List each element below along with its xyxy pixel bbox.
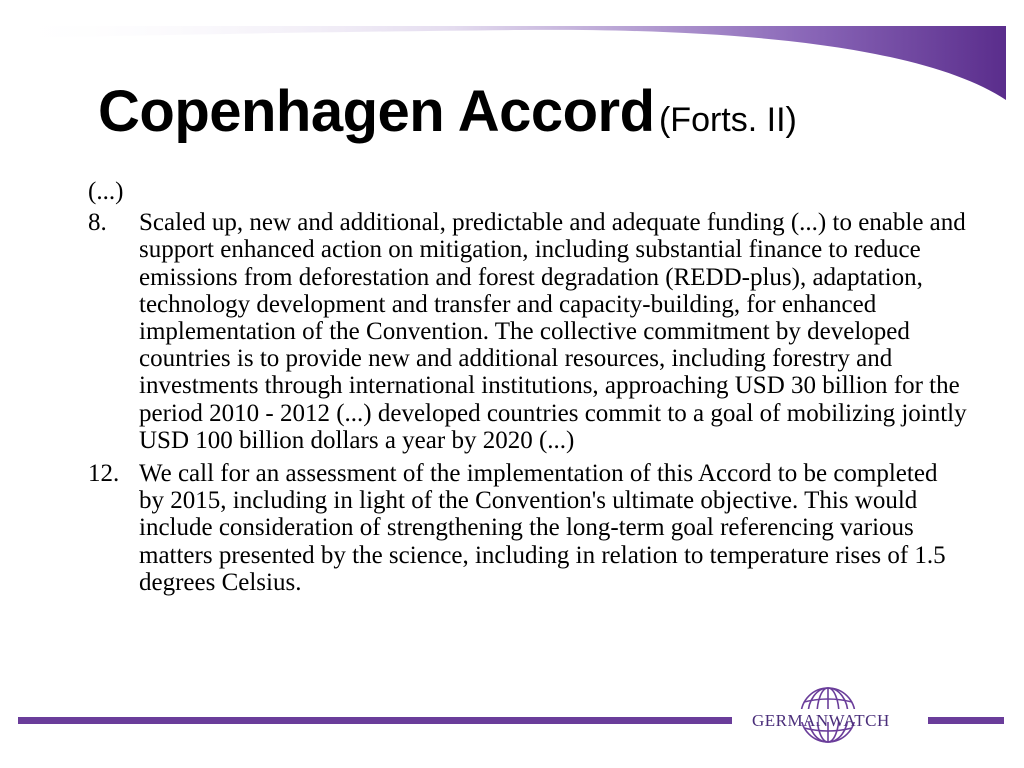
item-number: 8. bbox=[88, 209, 107, 237]
footer-line-right bbox=[928, 717, 1004, 724]
title-main: Copenhagen Accord bbox=[98, 79, 655, 144]
ellipsis-lead: (...) bbox=[88, 178, 124, 205]
list-item bbox=[88, 460, 968, 596]
item-number: 12. bbox=[88, 460, 120, 488]
item-text: Scaled up, new and additional, predictable and adequate funding (...) to enable and support enhanced action on mitigation, including substantial finance to reduce emissions from deforestation and forest degradation (REDD-plus), adaptation, technology development and transfer and capacity-building, for enhanced implementation of the Convention. The collective commitment by developed countries is to provide new and additional resources, including forestry and investments through international institutions, approaching USD 30 billion for the period 2010 - 2012 (...) developed countries commit to a goal of mobilizing jointly USD 100 billion dollars a year by 2020 (...) bbox=[139, 209, 967, 454]
title-subtitle: (Forts. II) bbox=[658, 101, 797, 139]
item-text: We call for an assessment of the implementation of this Accord to be completed by 2015, including in light of the Convention's ultimate objective. This would include consideration of strengthening the long-term goal referencing various matters presented by the science, including in relation to temperature rises of 1.5 degrees Celsius. bbox=[139, 460, 946, 596]
page-title bbox=[98, 78, 797, 145]
list-item bbox=[88, 209, 968, 454]
logo-text: GERMANWATCH bbox=[752, 711, 890, 730]
slide-body bbox=[88, 178, 968, 602]
footer-line-left bbox=[18, 717, 732, 724]
